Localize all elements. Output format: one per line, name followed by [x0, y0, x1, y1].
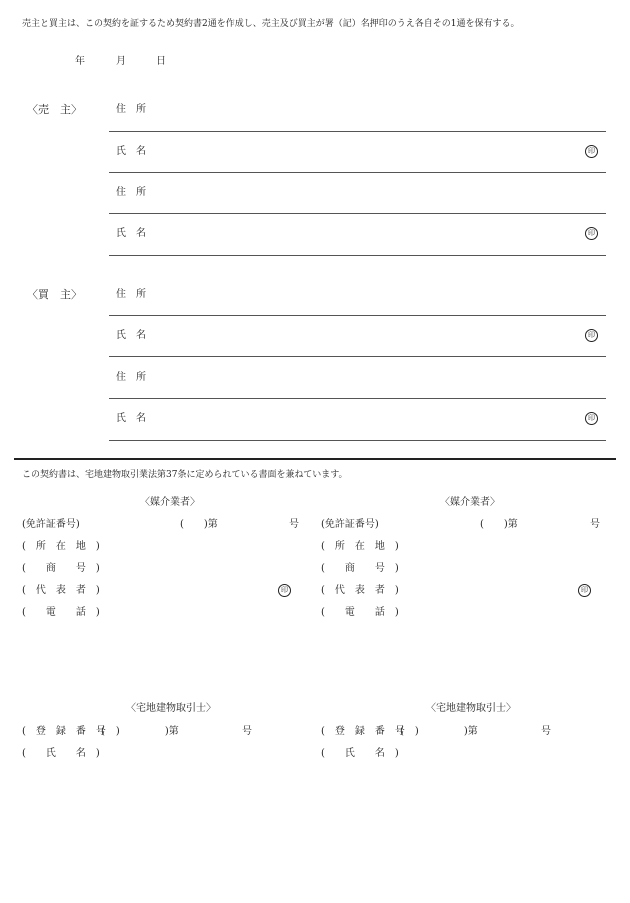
buyer-name-1-line	[109, 356, 606, 357]
broker-right-heading: 〈媒介業者〉	[440, 497, 500, 508]
broker-right-phone-label: ( 電 話 )	[321, 607, 399, 618]
agent-left-reg-go: 号	[242, 726, 252, 737]
seller-address-1-label: 住 所	[116, 104, 146, 115]
seller-address-2-label: 住 所	[116, 187, 146, 198]
broker-right-trade-label: ( 商 号 )	[321, 563, 399, 574]
broker-left-rep-label: ( 代 表 者 )	[22, 585, 100, 596]
seller-address-1-line	[109, 131, 606, 132]
broker-left-license-go: 号	[289, 519, 299, 530]
buyer-address-2-label: 住 所	[116, 372, 146, 383]
broker-right-license-label: (免許証番号)	[321, 519, 379, 530]
broker-left-trade-label: ( 商 号 )	[22, 563, 100, 574]
agent-right-reg-paren: ( )第	[400, 726, 478, 737]
seller-name-2-line	[109, 255, 606, 256]
buyer-address-2-line	[109, 398, 606, 399]
buyer-address-1-label: 住 所	[116, 289, 146, 300]
section-divider	[14, 458, 616, 460]
broker-right-license-go: 号	[590, 519, 600, 530]
buyer-address-1-line	[109, 315, 606, 316]
buyer-name-1-seal-icon: 印	[585, 329, 598, 342]
seller-name-1-label: 氏 名	[116, 146, 146, 157]
seller-label: 〈売 主〉	[27, 103, 82, 116]
intro-text: 売主と買主は、この契約を証するため契約書2通を作成し、売主及び買主が署（記）名押印のうえ各自その1通を保有する。	[22, 19, 520, 29]
agent-right-reg-go: 号	[541, 726, 551, 737]
broker-left-address-label: ( 所 在 地 )	[22, 541, 100, 552]
broker-right-address-label: ( 所 在 地 )	[321, 541, 399, 552]
date-year: 年	[75, 56, 85, 67]
agent-right-heading: 〈宅地建物取引士〉	[426, 703, 516, 714]
agent-right-reg-label: ( 登 録 番 号 )	[321, 726, 419, 737]
seller-name-2-seal-icon: 印	[585, 227, 598, 240]
broker-left-license-paren: ( )第	[180, 519, 218, 530]
buyer-name-2-line	[109, 440, 606, 441]
broker-left-phone-label: ( 電 話 )	[22, 607, 100, 618]
notice-text: この契約書は、宅地建物取引業法第37条に定められている書面を兼ねています。	[22, 470, 348, 480]
date-day: 日	[156, 56, 166, 67]
broker-left-seal-icon: 印	[278, 584, 291, 597]
broker-right-license-paren: ( )第	[480, 519, 518, 530]
agent-left-heading: 〈宅地建物取引士〉	[126, 703, 216, 714]
seller-name-1-line	[109, 172, 606, 173]
agent-left-reg-paren: ( )第	[101, 726, 179, 737]
agent-right-name-label: ( 氏 名 )	[321, 748, 399, 759]
buyer-label: 〈買 主〉	[27, 288, 82, 301]
buyer-name-2-label: 氏 名	[116, 413, 146, 424]
seller-name-2-label: 氏 名	[116, 228, 146, 239]
seller-name-1-seal-icon: 印	[585, 145, 598, 158]
seller-address-2-line	[109, 213, 606, 214]
broker-right-rep-label: ( 代 表 者 )	[321, 585, 399, 596]
agent-left-name-label: ( 氏 名 )	[22, 748, 100, 759]
date-month: 月	[116, 56, 126, 67]
broker-left-heading: 〈媒介業者〉	[140, 497, 200, 508]
buyer-name-2-seal-icon: 印	[585, 412, 598, 425]
buyer-name-1-label: 氏 名	[116, 330, 146, 341]
broker-left-license-label: (免許証番号)	[22, 519, 80, 530]
broker-right-seal-icon: 印	[578, 584, 591, 597]
agent-left-reg-label: ( 登 録 番 号 )	[22, 726, 120, 737]
